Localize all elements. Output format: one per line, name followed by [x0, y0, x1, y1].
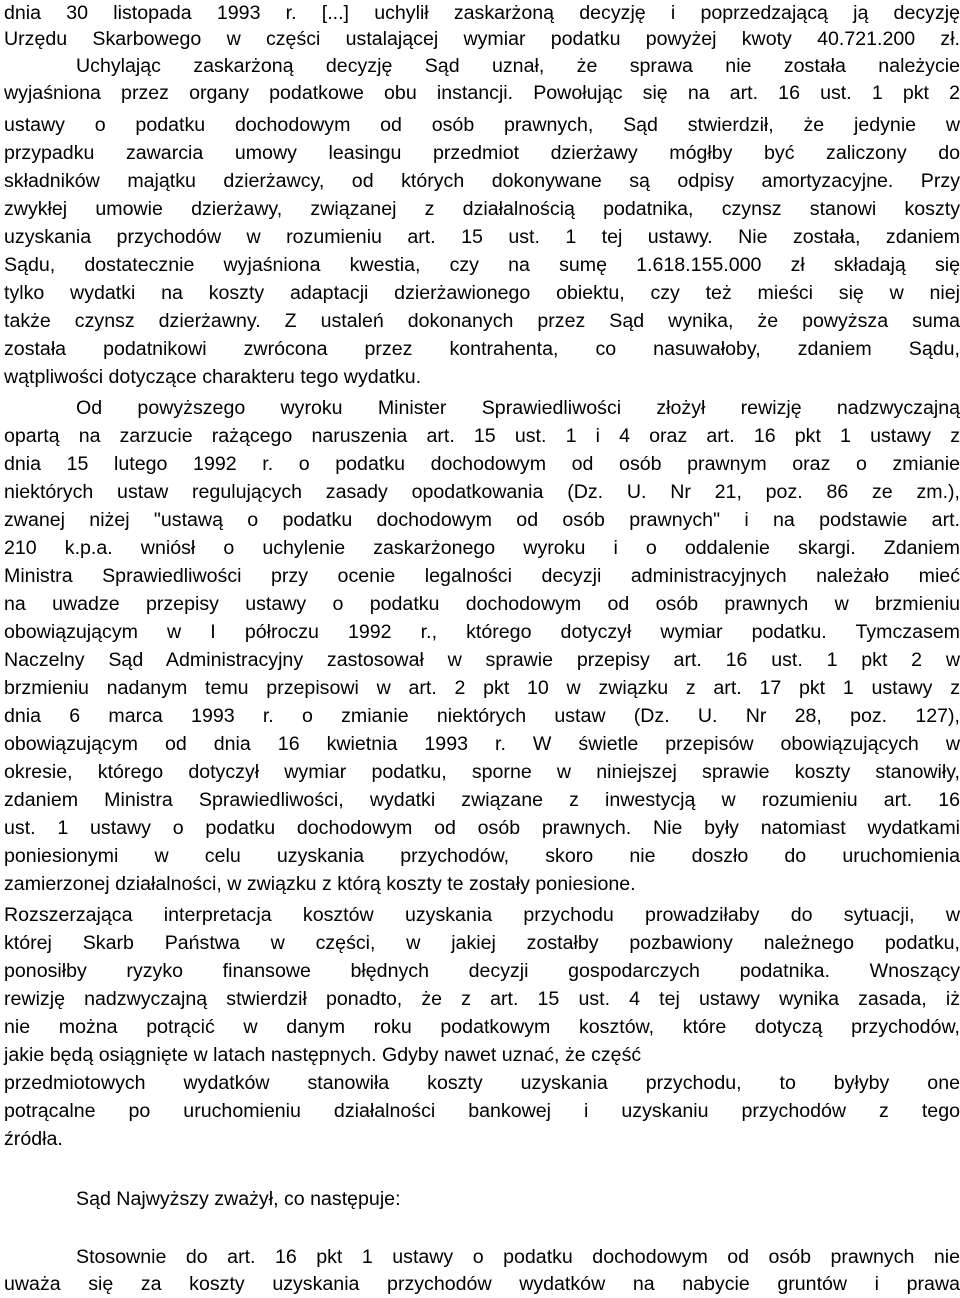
- text-line: poniesionymi w celu uzyskania przychodów, skoro nie doszło do uruchomienia: [4, 845, 960, 867]
- text-line: ust. 1 ustawy o podatku dochodowym od osób prawnych. Nie były natomiast wydatkami: [4, 817, 960, 839]
- text-line: Od powyższego wyroku Minister Sprawiedliwości złożył rewizję nadzwyczajną: [76, 397, 960, 419]
- text-line: dnia 6 marca 1993 r. o zmianie niektórych ustaw (Dz. U. Nr 28, poz. 127),: [4, 705, 960, 727]
- text-line: opartą na zarzucie rażącego naruszenia art. 15 ust. 1 i 4 oraz art. 16 pkt 1 ustawy z: [4, 425, 960, 447]
- text-line: uważa się za koszty uzyskania przychodów wydatków na nabycie gruntów i prawa: [4, 1273, 960, 1295]
- text-line: dnia 15 lutego 1992 r. o podatku dochodowym od osób prawnym oraz o zmianie: [4, 453, 960, 475]
- text-line: 210 k.p.a. wniósł o uchylenie zaskarżonego wyroku i o oddalenie skargi. Zdaniem: [4, 537, 960, 559]
- text-line: potrącalne po uruchomieniu działalności bankowej i uzyskaniu przychodów z tego: [4, 1100, 960, 1122]
- text-line: źródła.: [4, 1128, 63, 1150]
- text-line: zwanej niżej "ustawą o podatku dochodowym od osób prawnych" i na podstawie art.: [4, 509, 960, 531]
- text-line: Sądu, dostatecznie wyjaśniona kwestia, czy na sumę 1.618.155.000 zł składają się: [4, 254, 960, 276]
- text-line: okresie, którego dotyczył wymiar podatku, sporne w niniejszej sprawie koszty stanowiły,: [4, 761, 960, 783]
- text-line: przypadku zawarcia umowy leasingu przedmiot dzierżawy mógłby być zaliczony do: [4, 142, 960, 164]
- text-line: zdaniem Ministra Sprawiedliwości, wydatki związane z inwestycją w rozumieniu art. 16: [4, 789, 960, 811]
- text-line: nie można potrącić w danym roku podatkowym kosztów, które dotyczą przychodów,: [4, 1016, 960, 1038]
- text-line: ponosiłby ryzyko finansowe błędnych decyzji gospodarczych podatnika. Wnoszący: [4, 960, 960, 982]
- text-line: Rozszerzająca interpretacja kosztów uzyskania przychodu prowadziłaby do sytuacji, w: [4, 904, 960, 926]
- text-line: jakie będą osiągnięte w latach następnych. Gdyby nawet uznać, że część: [4, 1044, 642, 1066]
- text-line: niektórych ustaw regulujących zasady opodatkowania (Dz. U. Nr 21, poz. 86 ze zm.),: [4, 481, 960, 503]
- text-line: zamierzonej działalności, w związku z którą koszty te zostały poniesione.: [4, 873, 636, 895]
- text-line: została podatnikowi zwrócona przez kontrahenta, co nasuwałoby, zdaniem Sądu,: [4, 338, 960, 360]
- text-line: ustawy o podatku dochodowym od osób prawnych, Sąd stwierdził, że jedynie w: [4, 114, 960, 136]
- text-line: Uchylając zaskarżoną decyzję Sąd uznał, że sprawa nie została należycie: [76, 55, 960, 77]
- text-line: składników majątku dzierżawcy, od których dokonywane są odpisy amortyzacyjne. Przy: [4, 170, 960, 192]
- text-line: Naczelny Sąd Administracyjny zastosował w sprawie przepisy art. 16 ust. 1 pkt 2 w: [4, 649, 960, 671]
- text-line: wątpliwości dotyczące charakteru tego wydatku.: [4, 366, 422, 388]
- text-line: Stosownie do art. 16 pkt 1 ustawy o podatku dochodowym od osób prawnych nie: [76, 1246, 960, 1268]
- text-line: uzyskania przychodów w rozumieniu art. 15 ust. 1 tej ustawy. Nie została, zdaniem: [4, 226, 960, 248]
- text-line: wyjaśniona przez organy podatkowe obu instancji. Powołując się na art. 16 ust. 1 pkt 2: [4, 82, 960, 104]
- text-line: obowiązującym w I półroczu 1992 r., którego dotyczył wymiar podatku. Tymczasem: [4, 621, 960, 643]
- text-line: Ministra Sprawiedliwości przy ocenie legalności decyzji administracyjnych należało mieć: [4, 565, 960, 587]
- text-line: na uwadze przepisy ustawy o podatku dochodowym od osób prawnych w brzmieniu: [4, 593, 960, 615]
- text-line: tylko wydatki na koszty adaptacji dzierżawionego obiektu, czy też mieści się w niej: [4, 282, 960, 304]
- text-line: brzmieniu nadanym temu przepisowi w art. 2 pkt 10 w związku z art. 17 pkt 1 ustawy z: [4, 677, 960, 699]
- text-line: dnia 30 listopada 1993 r. [...] uchylił zaskarżoną decyzję i poprzedzającą ją decyzję: [4, 2, 960, 24]
- text-line: przedmiotowych wydatków stanowiła koszty uzyskania przychodu, to byłyby one: [4, 1072, 960, 1094]
- section-heading: Sąd Najwyższy zważył, co następuje:: [76, 1188, 401, 1210]
- text-line: obowiązującym od dnia 16 kwietnia 1993 r. W świetle przepisów obowiązujących w: [4, 733, 960, 755]
- text-line: rewizję nadzwyczajną stwierdził ponadto, że z art. 15 ust. 4 tej ustawy wynika zasada, iż: [4, 988, 960, 1010]
- text-line: także czynsz dzierżawny. Z ustaleń dokonanych przez Sąd wynika, że powyższa suma: [4, 310, 960, 332]
- text-line: Urzędu Skarbowego w części ustalającej wymiar podatku powyżej kwoty 40.721.200 zł.: [4, 28, 960, 50]
- text-line: której Skarb Państwa w części, w jakiej zostałby pozbawiony należnego podatku,: [4, 932, 960, 954]
- text-line: zwykłej umowie dzierżawy, związanej z działalnością podatnika, czynsz stanowi koszty: [4, 198, 960, 220]
